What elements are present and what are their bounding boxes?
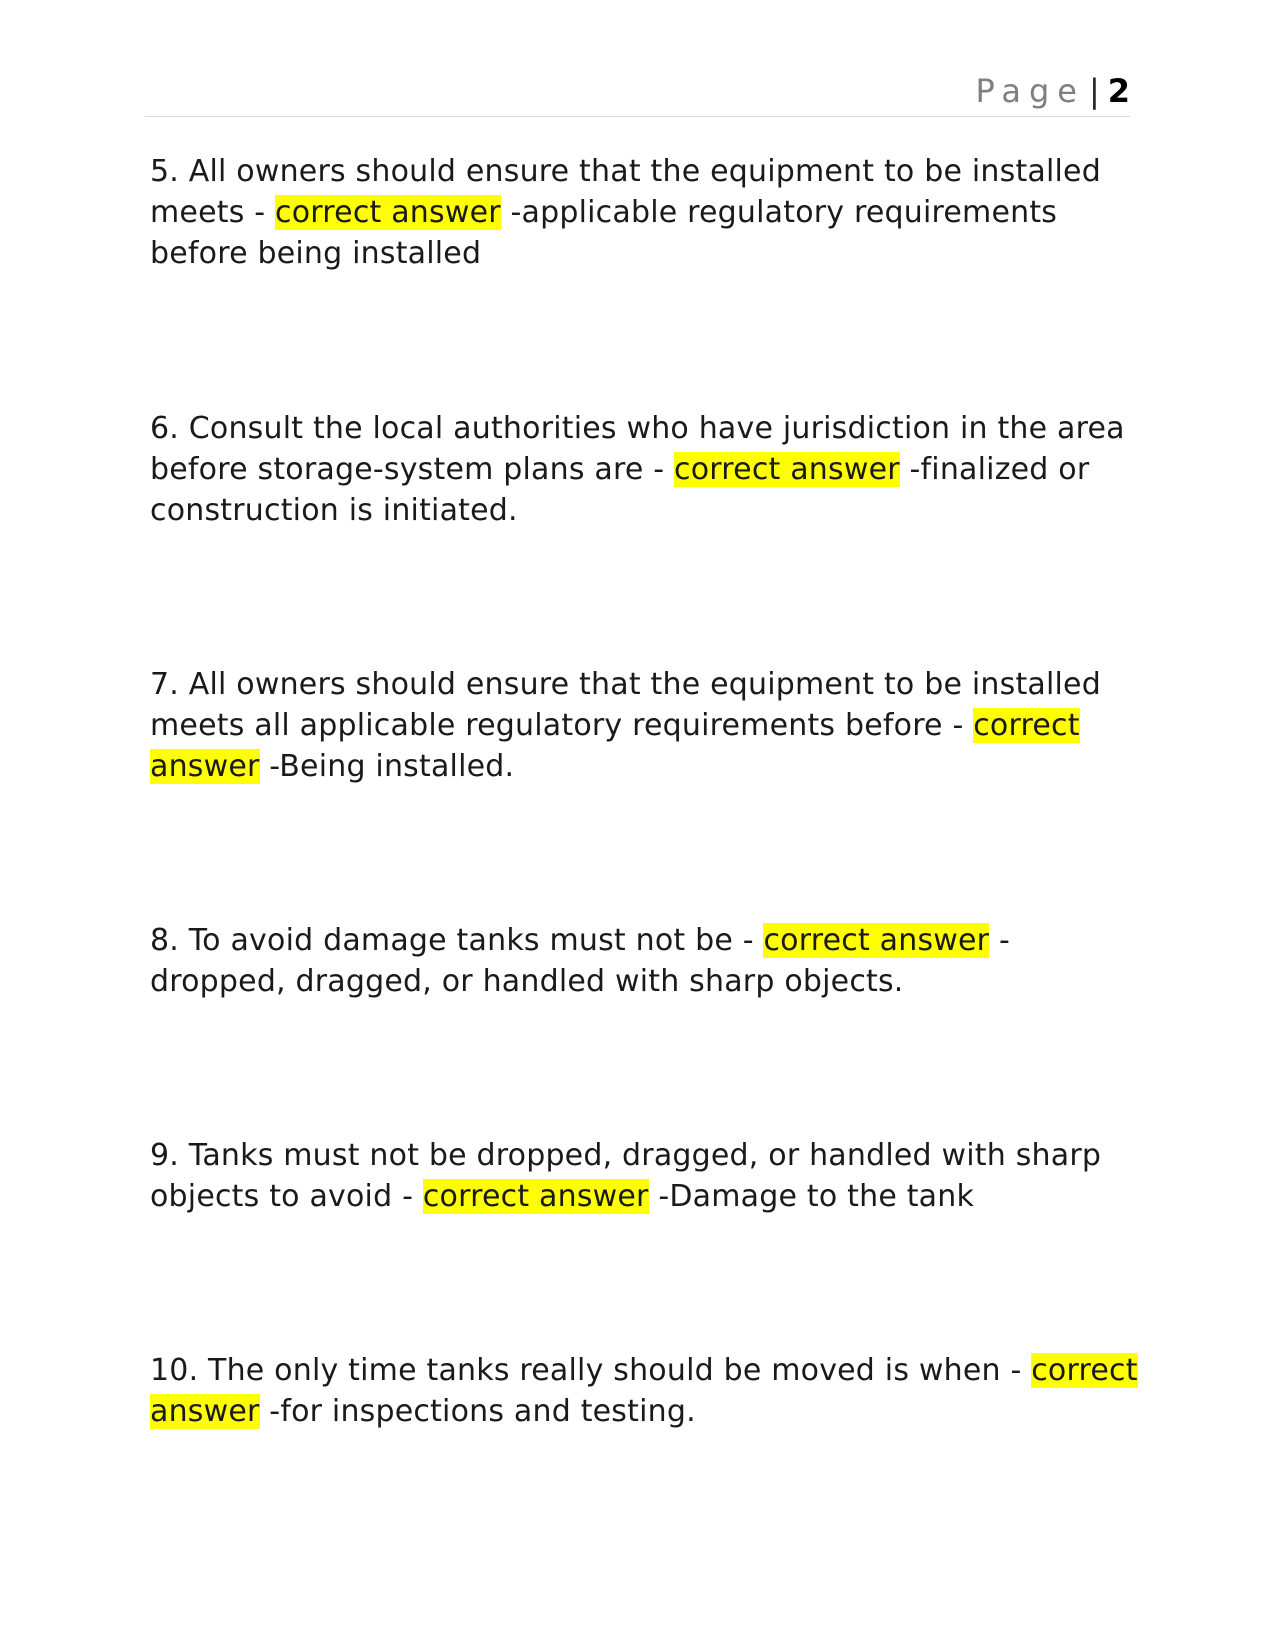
question-7: [150, 664, 1140, 787]
question-text: 10. The only time tanks really should be moved is when -: [150, 1353, 1032, 1388]
question-text: 8. To avoid damage tanks must not be -: [150, 923, 764, 958]
question-text: 6. Consult the local authorities who have jurisdiction in the area before storage-system plans are -: [150, 411, 1125, 487]
page-separator: |: [1088, 72, 1100, 110]
answer-highlight: correct answer: [150, 708, 1080, 784]
answer-text: -applicable regulatory requirements before being installed: [150, 195, 1058, 271]
page-header: [145, 72, 1130, 117]
answer-highlight: correct answer: [763, 923, 990, 958]
question-9: [150, 1135, 1140, 1217]
question-8: [150, 920, 1140, 1002]
answer-text: -for inspections and testing.: [259, 1394, 696, 1429]
question-text: 9. Tanks must not be dropped, dragged, or handled with sharp objects to avoid -: [150, 1138, 1102, 1214]
question-6: [150, 408, 1140, 531]
answer-text: -Being installed.: [259, 749, 515, 784]
page-label: Page: [975, 72, 1085, 110]
question-10: [150, 1350, 1140, 1432]
answer-text: -Damage to the tank: [648, 1179, 975, 1214]
answer-text: -dropped, dragged, or handled with sharp objects.: [150, 923, 1010, 999]
question-5: [150, 151, 1140, 274]
answer-highlight: correct answer: [422, 1179, 649, 1214]
question-text: 7. All owners should ensure that the equipment to be installed meets all applicable regulatory requirements before -: [150, 667, 1101, 743]
answer-text: -finalized or construction is initiated.: [150, 452, 1090, 528]
page-number: 2: [1107, 72, 1130, 110]
answer-highlight: correct answer: [674, 452, 900, 487]
question-text: 5. All owners should ensure that the equipment to be installed meets -: [150, 154, 1101, 230]
answer-highlight: correct answer: [150, 1353, 1138, 1429]
answer-highlight: correct answer: [275, 195, 501, 230]
